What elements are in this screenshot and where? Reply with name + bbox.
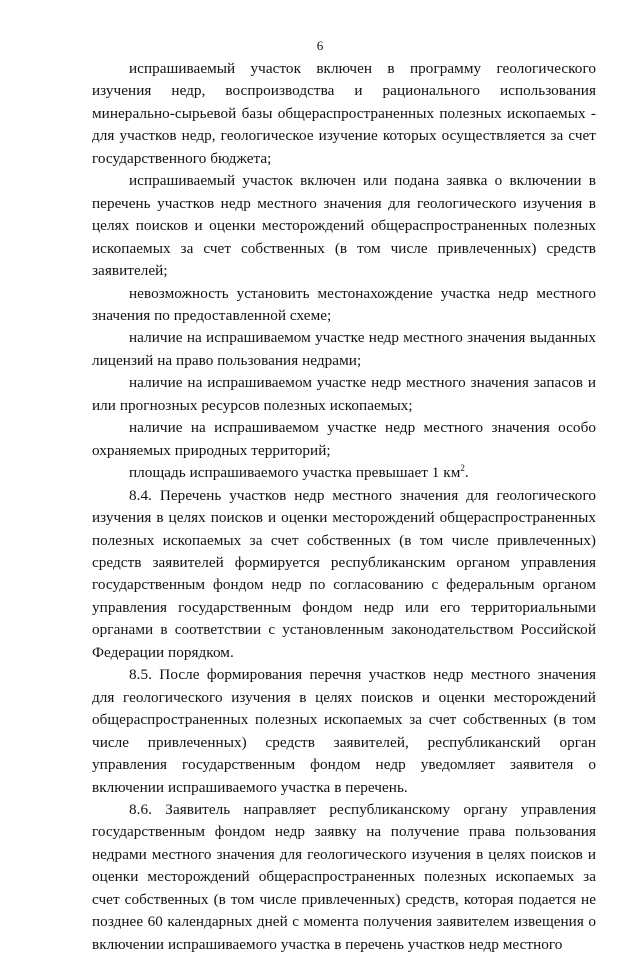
paragraph-reserves: наличие на испрашиваемом участке недр местного значения запасов и или прогнозных ресурсов полезных ископаемых; (92, 374, 596, 414)
area-limit-end: . (464, 464, 469, 482)
document-body (92, 58, 596, 956)
page-number: 6 (316, 38, 324, 53)
area-unit-superscript: 2 (460, 463, 465, 474)
paragraph-8-6: 8.6. Заявитель направляет республиканскому органу управления государственным фондом недр заявку на получение права пользования недрами местного значения для геологического изучения в целях поисков и оценки месторождений общераспространенных полезных ископаемых за счет собственных (в том числе привлеченных) средств, которая подается не позднее 60 календарных дней с момента получения заявителем извещения о включении испрашиваемого участка в перечень участков недр местного (92, 800, 596, 953)
paragraph-protected-areas: наличие на испрашиваемом участке недр местного значения особо охраняемых природных территорий; (92, 419, 596, 459)
paragraph-local-list: испрашиваемый участок включен или подана заявка о включении в перечень участков недр местного значения для геологического изучения в целях поисков и оценки месторождений общераспространенных полезных ископаемых за счет собственных (в том числе привлеченных) средств заявителей; (92, 172, 596, 280)
paragraph-state-program: испрашиваемый участок включен в программу геологического изучения недр, воспроизводства и рационального использования минерально-сырьевой базы общераспространенных полезных ископаемых - для участков недр, геологическое изучение которых осуществляется за счет государственного бюджета; (92, 60, 596, 167)
paragraph-8-5: 8.5. После формирования перечня участков недр местного значения для геологического изучения в целях поисков и оценки месторождений общераспространенных полезных ископаемых за счет собственных (в том числе привлеченных) средств заявителей, республиканский орган управления государственным фондом недр уведомляет заявителя о включении испрашиваемого участка в перечень. (92, 666, 596, 796)
paragraph-area-limit (92, 462, 596, 484)
area-limit-text: площадь испрашиваемого участка превышает 1 км (129, 464, 461, 482)
paragraph-location-unknown: невозможность установить местонахождение участка недр местного значения по предоставленной схеме; (92, 284, 596, 324)
paragraph-licenses-issued: наличие на испрашиваемом участке недр местного значения выданных лицензий на право пользования недрами; (92, 329, 596, 369)
paragraph-8-4: 8.4. Перечень участков недр местного значения для геологического изучения в целях поисков и оценки месторождений общераспространенных полезных ископаемых за счет собственных (в том числе привлеченных) средств заявителей формируется республиканским органом управления государственным фондом недр по согласованию с федеральным органом управления государственным фондом недр или его территориальными органами в соответствии с установленным законодательством Российской Федерации порядком. (92, 486, 596, 661)
